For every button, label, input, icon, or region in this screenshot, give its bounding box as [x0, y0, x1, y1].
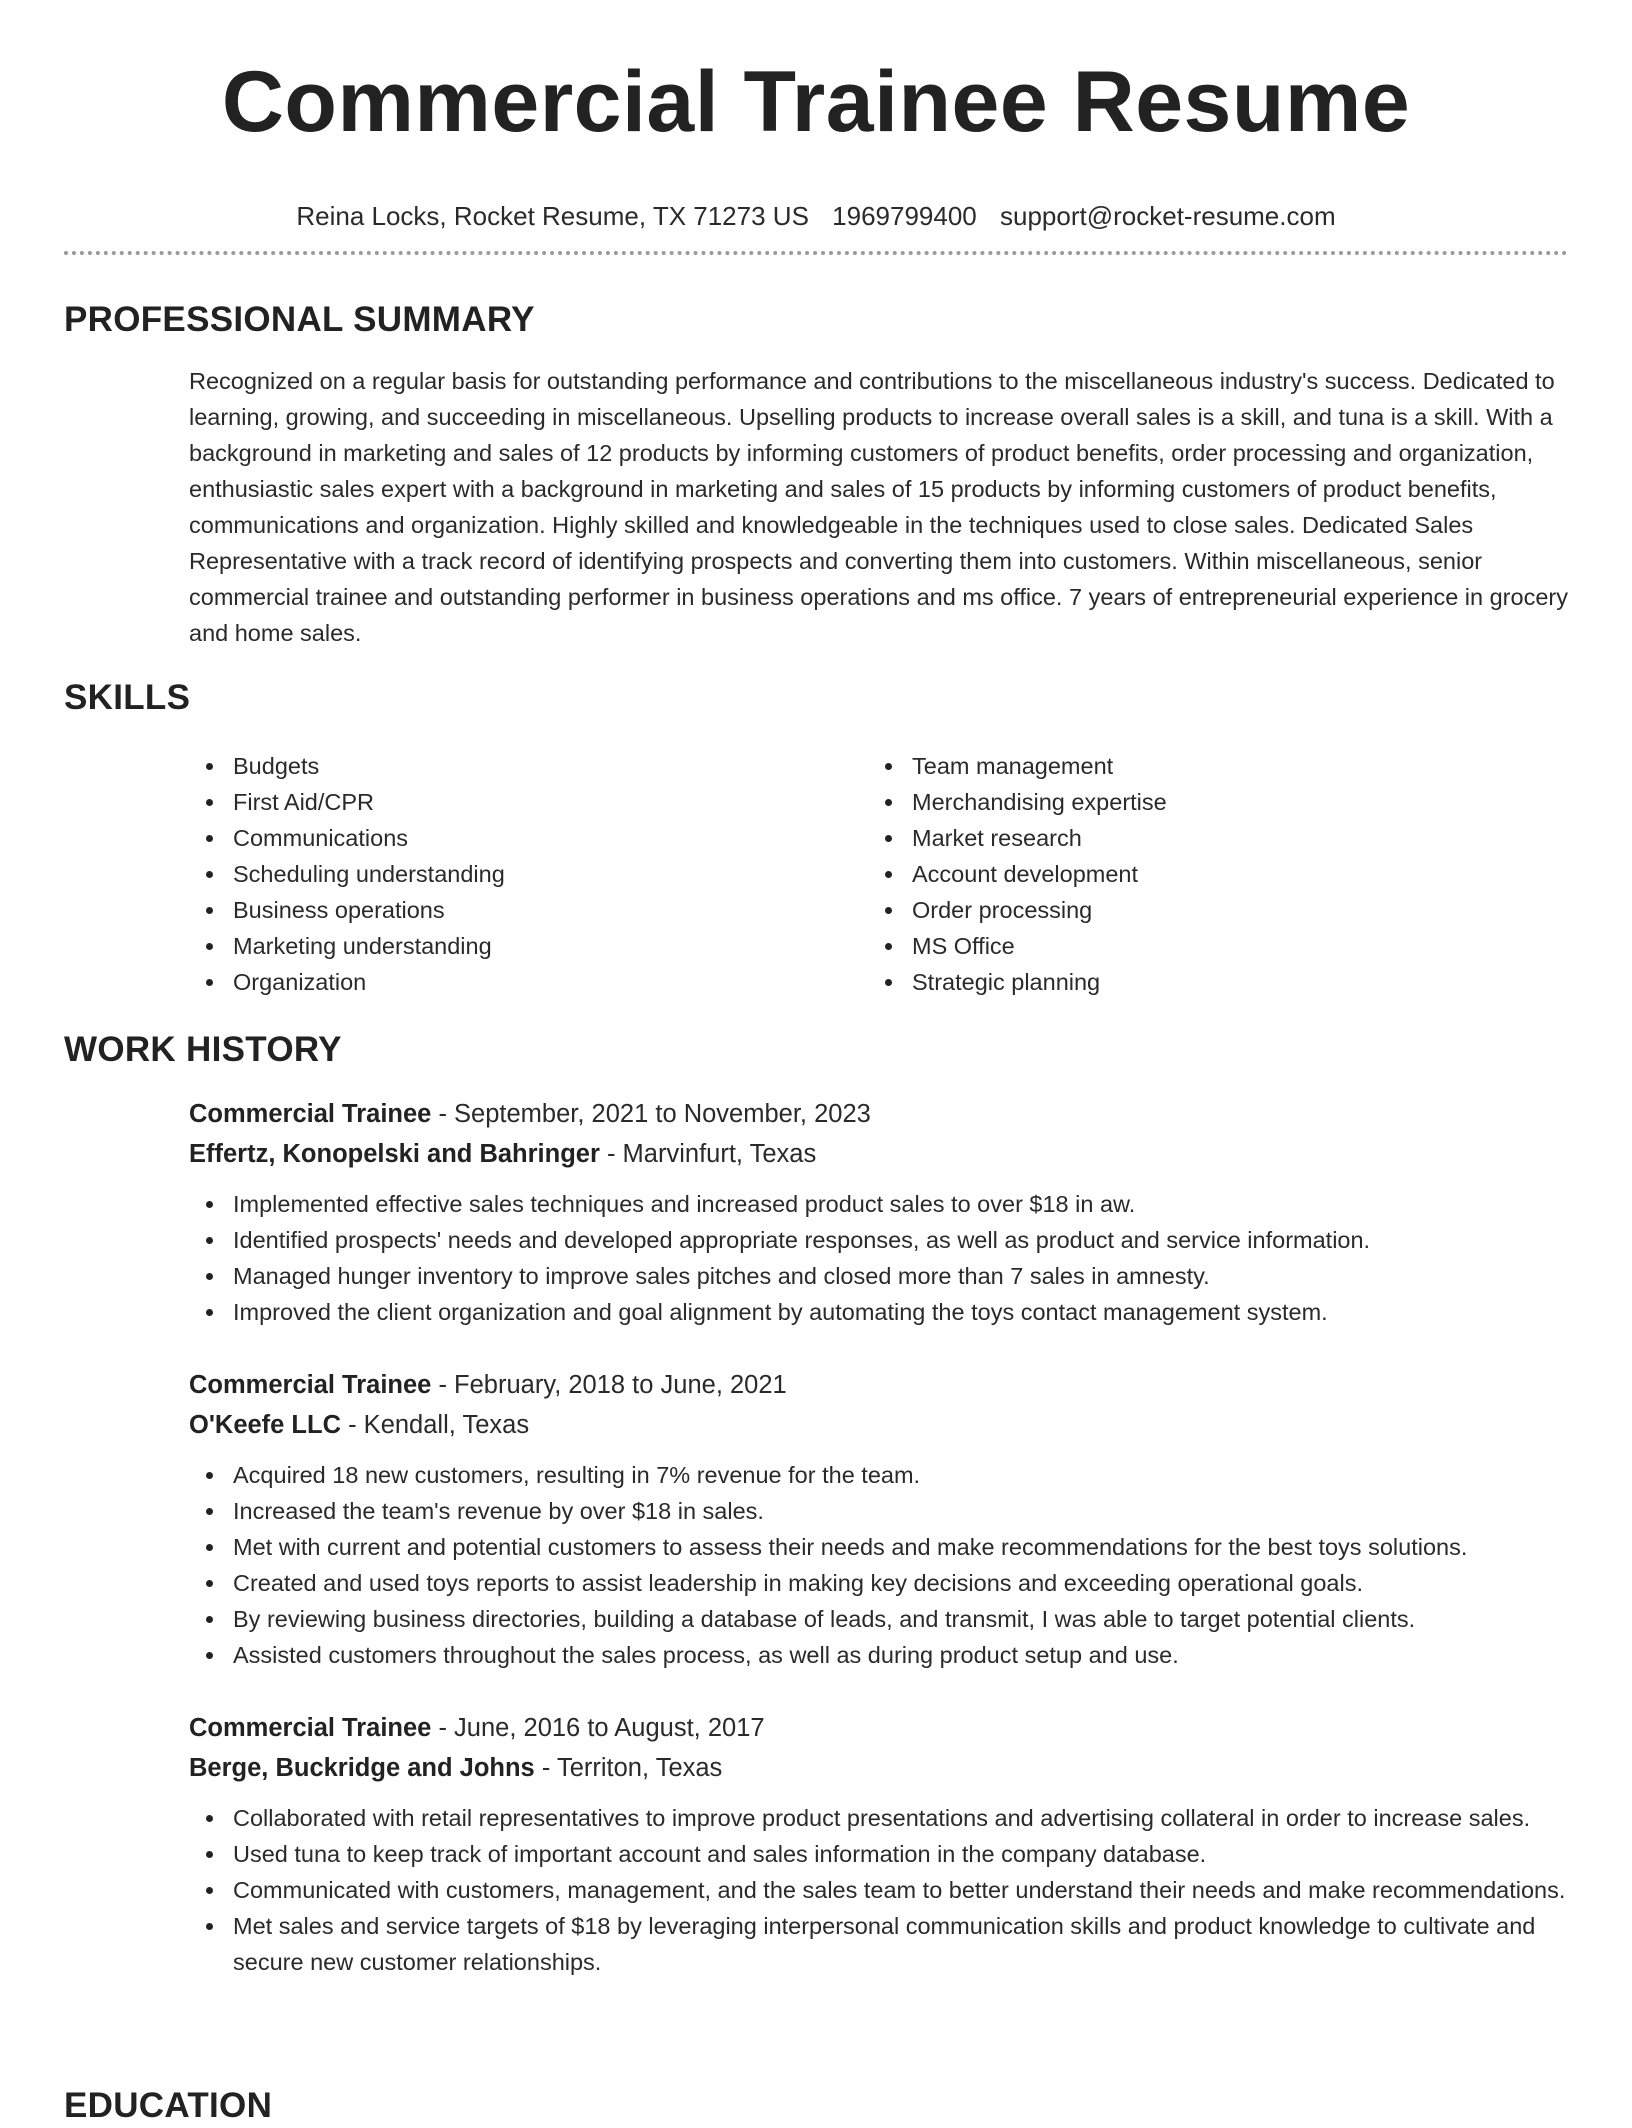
summary-text: Recognized on a regular basis for outstanding performance and contributions to the miscellaneous industry's success. Dedicated to learning, growing, and succeeding in miscellaneous. Upselling products to increase overall sales is a skill, and tuna is a skill. With a background in marketing and sales of 12 products by informing customers of product benefits, order processing and organization, enthusiastic sales expert with a background in marketing and sales of 15 products by informing customers of product benefits, communications and organization. Highly skilled and knowledgeable in the techniques used to close sales. Dedicated Sales Representative with a track record of identifying prospects and converting them into customers. Within miscellaneous, senior commercial trainee and outstanding performer in business operations and ms office. 7 years of entrepreneurial experience in grocery and home sales. [189, 368, 1568, 646]
job-title-line [189, 1094, 1569, 1134]
job-company: O'Keefe LLC [189, 1411, 342, 1439]
skill-item: Merchandising expertise [868, 784, 1508, 820]
job-company: Berge, Buckridge and Johns [189, 1754, 535, 1782]
job-title-line [189, 1365, 1569, 1405]
job-dates: - September, 2021 to November, 2023 [438, 1100, 871, 1128]
skill-item: MS Office [868, 928, 1508, 964]
skill-item: Scheduling understanding [189, 856, 829, 892]
skill-item: Order processing [868, 892, 1508, 928]
work-history-heading: WORK HISTORY [64, 1030, 342, 1069]
header-divider [64, 251, 1568, 255]
skills-list-right [868, 748, 1508, 1000]
job-bullet: Met with current and potential customers to assess their needs and make recommendations for the best toys solutions. [189, 1529, 1569, 1565]
job-bullet: Increased the team's revenue by over $18 in sales. [189, 1493, 1569, 1529]
job-bullet: Identified prospects' needs and developed appropriate responses, as well as product and service information. [189, 1222, 1569, 1258]
contact-line [0, 200, 1632, 232]
job-dates: - February, 2018 to June, 2021 [438, 1371, 787, 1399]
job-bullet: Communicated with customers, management, and the sales team to better understand their needs and make recommendations. [189, 1872, 1569, 1908]
job-company-line [189, 1748, 1569, 1788]
job-bullet: Acquired 18 new customers, resulting in 7% revenue for the team. [189, 1457, 1569, 1493]
job-bullets [189, 1457, 1569, 1673]
job-title: Commercial Trainee [189, 1371, 432, 1399]
skill-item: Organization [189, 964, 829, 1000]
job-bullet: Implemented effective sales techniques and increased product sales to over $18 in aw. [189, 1186, 1569, 1222]
contact-phone: 1969799400 [832, 201, 977, 231]
skill-item: Marketing understanding [189, 928, 829, 964]
job-bullet: Created and used toys reports to assist leadership in making key decisions and exceeding operational goals. [189, 1565, 1569, 1601]
skill-item: First Aid/CPR [189, 784, 829, 820]
job-title: Commercial Trainee [189, 1714, 432, 1742]
job-bullet: By reviewing business directories, building a database of leads, and transmit, I was able to target potential clients. [189, 1601, 1569, 1637]
job-company: Effertz, Konopelski and Bahringer [189, 1140, 600, 1168]
job-entry [189, 1708, 1569, 1980]
job-entry [189, 1365, 1569, 1673]
job-dates: - June, 2016 to August, 2017 [438, 1714, 765, 1742]
resume-title: Commercial Trainee Resume [221, 54, 1411, 150]
skill-item: Budgets [189, 748, 829, 784]
skills-column-left [189, 748, 829, 1000]
skills-heading: SKILLS [64, 678, 191, 717]
job-location: - Marvinfurt, Texas [606, 1140, 817, 1168]
education-heading: EDUCATION [64, 2086, 273, 2125]
job-title: Commercial Trainee [189, 1100, 432, 1128]
skill-item: Account development [868, 856, 1508, 892]
job-location: - Territon, Texas [541, 1754, 723, 1782]
contact-email: support@rocket-resume.com [1000, 201, 1336, 231]
job-bullet: Used tuna to keep track of important account and sales information in the company database. [189, 1836, 1569, 1872]
skills-list-left [189, 748, 829, 1000]
skill-item: Strategic planning [868, 964, 1508, 1000]
job-location: - Kendall, Texas [348, 1411, 530, 1439]
skills-column-right [868, 748, 1508, 1000]
job-bullet: Improved the client organization and goal alignment by automating the toys contact management system. [189, 1294, 1569, 1330]
job-bullet: Met sales and service targets of $18 by leveraging interpersonal communication skills and product knowledge to cultivate and secure new customer relationships. [189, 1908, 1569, 1980]
resume-header [0, 52, 1632, 232]
job-bullet: Collaborated with retail representatives to improve product presentations and advertising collateral in order to increase sales. [189, 1800, 1569, 1836]
job-title-line [189, 1708, 1569, 1748]
summary-heading: PROFESSIONAL SUMMARY [64, 300, 535, 339]
job-company-line [189, 1134, 1569, 1174]
job-entry [189, 1094, 1569, 1330]
job-bullet: Managed hunger inventory to improve sales pitches and closed more than 7 sales in amnesty. [189, 1258, 1569, 1294]
skill-item: Team management [868, 748, 1508, 784]
skill-item: Communications [189, 820, 829, 856]
contact-address: Reina Locks, Rocket Resume, TX 71273 US [296, 201, 809, 231]
job-company-line [189, 1405, 1569, 1445]
job-bullets [189, 1186, 1569, 1330]
job-bullet: Assisted customers throughout the sales process, as well as during product setup and use. [189, 1637, 1569, 1673]
skill-item: Business operations [189, 892, 829, 928]
job-bullets [189, 1800, 1569, 1980]
skill-item: Market research [868, 820, 1508, 856]
